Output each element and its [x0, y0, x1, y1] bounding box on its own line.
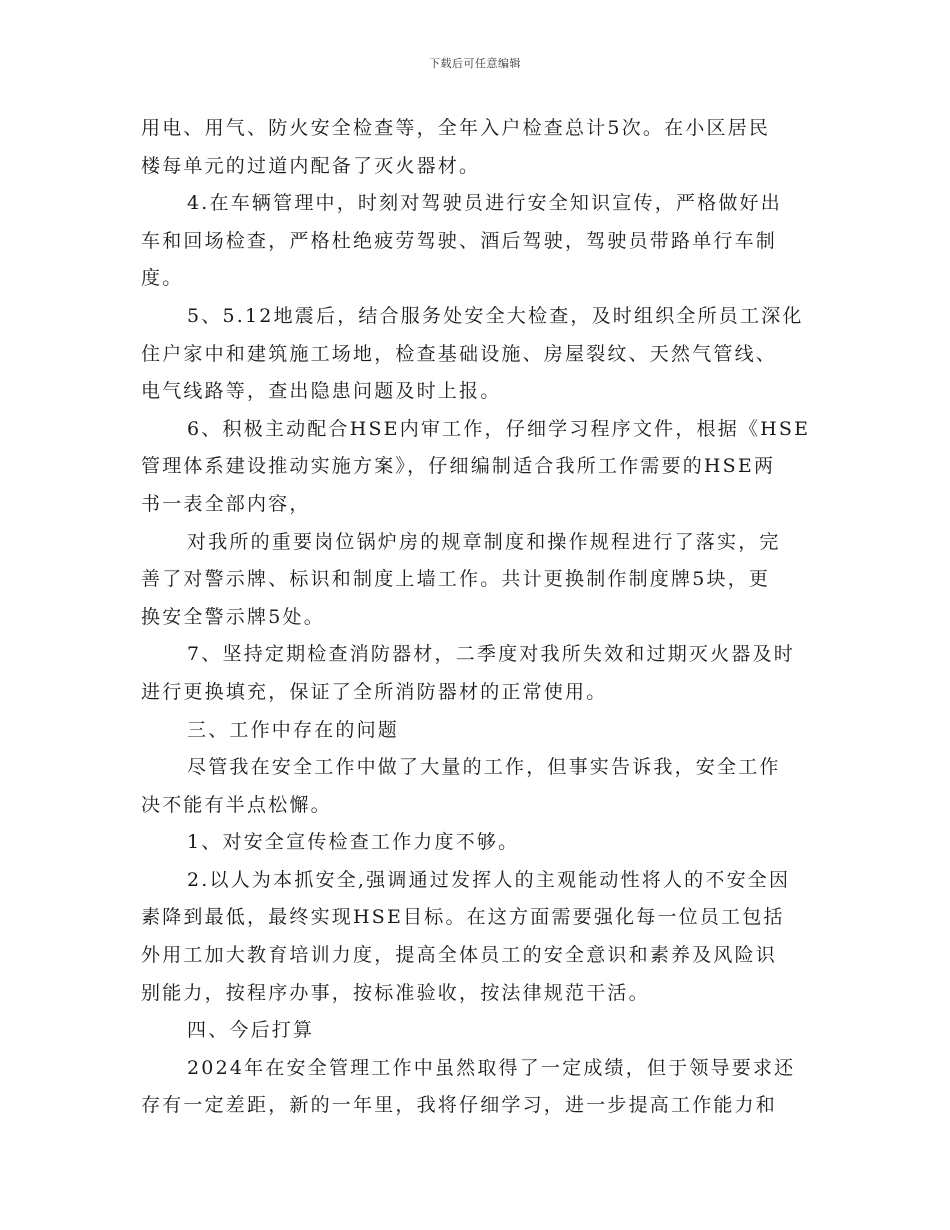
text-line: 四、今后打算 — [187, 1019, 315, 1042]
text-line: 书一表全部内容， — [141, 492, 311, 515]
text-line: 5、5.12地震后，结合服务处安全大检查，及时组织全所员工深化 — [187, 304, 804, 327]
text-line: 进行更换填充，保证了全所消防器材的正常使用。 — [141, 680, 608, 703]
document-body — [141, 110, 813, 1125]
text-line: 别能力，按程序办事，按标准验收，按法律规范干活。 — [141, 981, 650, 1004]
text-line: 车和回场检查，严格杜绝疲劳驾驶、酒后驾驶，驾驶员带路单行车制 — [141, 229, 778, 252]
text-line: 度。 — [141, 267, 184, 290]
text-line: 电气线路等，查出隐患问题及时上报。 — [141, 380, 502, 403]
text-line: 对我所的重要岗位锅炉房的规章制度和操作规程进行了落实，完 — [187, 530, 781, 553]
text-line: 决不能有半点松懈。 — [141, 793, 332, 816]
text-line: 管理体系建设推动实施方案》，仔细编制适合我所工作需要的HSE两 — [141, 455, 776, 478]
page-header: 下载后可任意编辑 — [429, 57, 521, 70]
text-line: 6、积极主动配合HSE内审工作，仔细学习程序文件，根据《HSE — [187, 417, 811, 440]
text-line: 素降到最低，最终实现HSE目标。在这方面需要强化每一位员工包括 — [141, 906, 785, 929]
text-line: 2.以人为本抓安全,强调通过发挥人的主观能动性将人的不安全因 — [187, 868, 791, 891]
text-line: 4.在车辆管理中，时刻对驾驶员进行安全知识宣传，严格做好出 — [187, 192, 782, 215]
text-line: 尽管我在安全工作中做了大量的工作，但事实告诉我，安全工作 — [187, 756, 781, 779]
text-line: 三、工作中存在的问题 — [187, 718, 400, 741]
text-line: 7、坚持定期检查消防器材，二季度对我所失效和过期灭火器及时 — [187, 643, 795, 666]
text-line: 换安全警示牌5处。 — [141, 605, 325, 628]
text-line: 善了对警示牌、标识和制度上墙工作。共计更换制作制度牌5块，更 — [141, 568, 771, 591]
text-line: 2024年在安全管理工作中虽然取得了一定成绩，但于领导要求还 — [187, 1056, 796, 1079]
text-line: 外用工加大教育培训力度，提高全体员工的安全意识和素养及风险识 — [141, 944, 778, 967]
text-line: 存有一定差距，新的一年里，我将仔细学习，进一步提高工作能力和 — [141, 1094, 778, 1117]
text-line: 住户家中和建筑施工场地，检查基础设施、房屋裂纹、天然气管线、 — [141, 342, 778, 365]
text-line: 用电、用气、防火安全检查等，全年入户检查总计5次。在小区居民 — [141, 117, 771, 139]
text-line: 1、对安全宣传检查工作力度不够。 — [187, 831, 520, 854]
text-line: 楼每单元的过道内配备了灭火器材。 — [141, 154, 481, 177]
